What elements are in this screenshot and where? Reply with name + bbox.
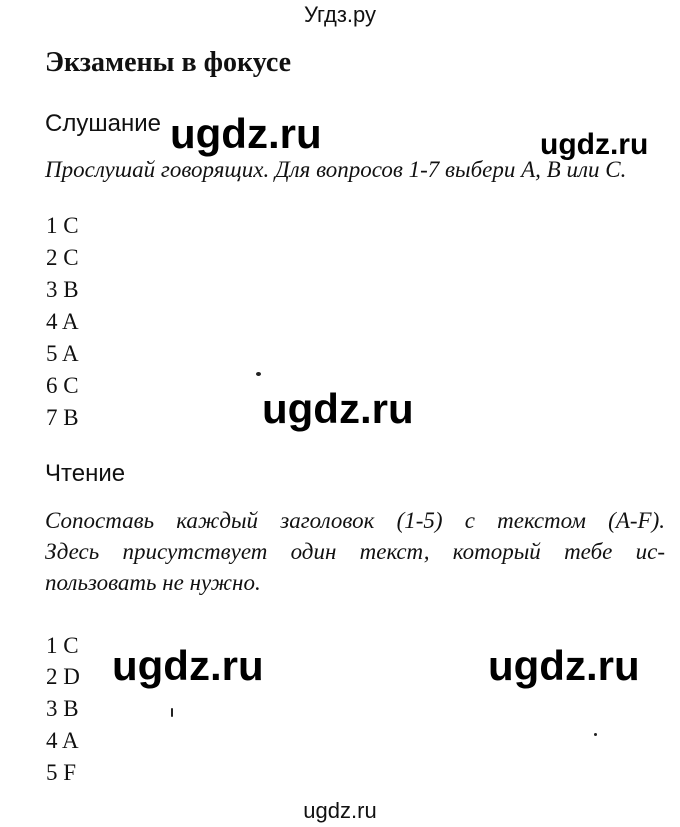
listening-answer: 6 C bbox=[46, 373, 79, 398]
watermark: ugdz.ru bbox=[112, 642, 264, 689]
site-footer: ugdz.ru bbox=[303, 798, 377, 823]
listening-answer: 2 C bbox=[46, 245, 79, 270]
listening-answer: 7 B bbox=[46, 405, 79, 430]
page-title: Экзамены в фокусе bbox=[45, 47, 292, 78]
site-header: Угдз.ру bbox=[303, 2, 377, 27]
watermark: ugdz.ru bbox=[488, 642, 640, 689]
watermark: ugdz.ru bbox=[170, 110, 322, 157]
reading-instruction-line: пользовать не нужно. bbox=[45, 570, 261, 595]
reading-answer: 1 C bbox=[46, 633, 79, 658]
speck-mark bbox=[594, 733, 597, 736]
reading-answer: 5 F bbox=[46, 760, 77, 785]
listening-answer: 1 C bbox=[46, 213, 79, 238]
watermark: ugdz.ru bbox=[540, 128, 649, 161]
reading-answer: 3 B bbox=[46, 696, 79, 721]
reading-instruction-line: Сопоставь каждый заголовок (1-5) с текстом (A-F). bbox=[45, 508, 665, 533]
listening-answer: 5 A bbox=[46, 341, 79, 366]
listening-label: Слушание bbox=[45, 110, 161, 137]
speck-mark bbox=[256, 372, 261, 376]
reading-instruction-line: Здесь присутствует один текст, который тебе ис- bbox=[45, 539, 665, 564]
listening-instruction: Прослушай говорящих. Для вопросов 1-7 выбери A, B или C. bbox=[45, 157, 627, 182]
listening-answer: 3 B bbox=[46, 277, 79, 302]
speck-mark bbox=[171, 708, 173, 717]
listening-answer: 4 A bbox=[46, 309, 79, 334]
watermark: ugdz.ru bbox=[262, 385, 414, 432]
reading-label: Чтение bbox=[45, 460, 126, 487]
reading-answer: 2 D bbox=[46, 664, 80, 689]
reading-answer: 4 A bbox=[46, 728, 79, 753]
